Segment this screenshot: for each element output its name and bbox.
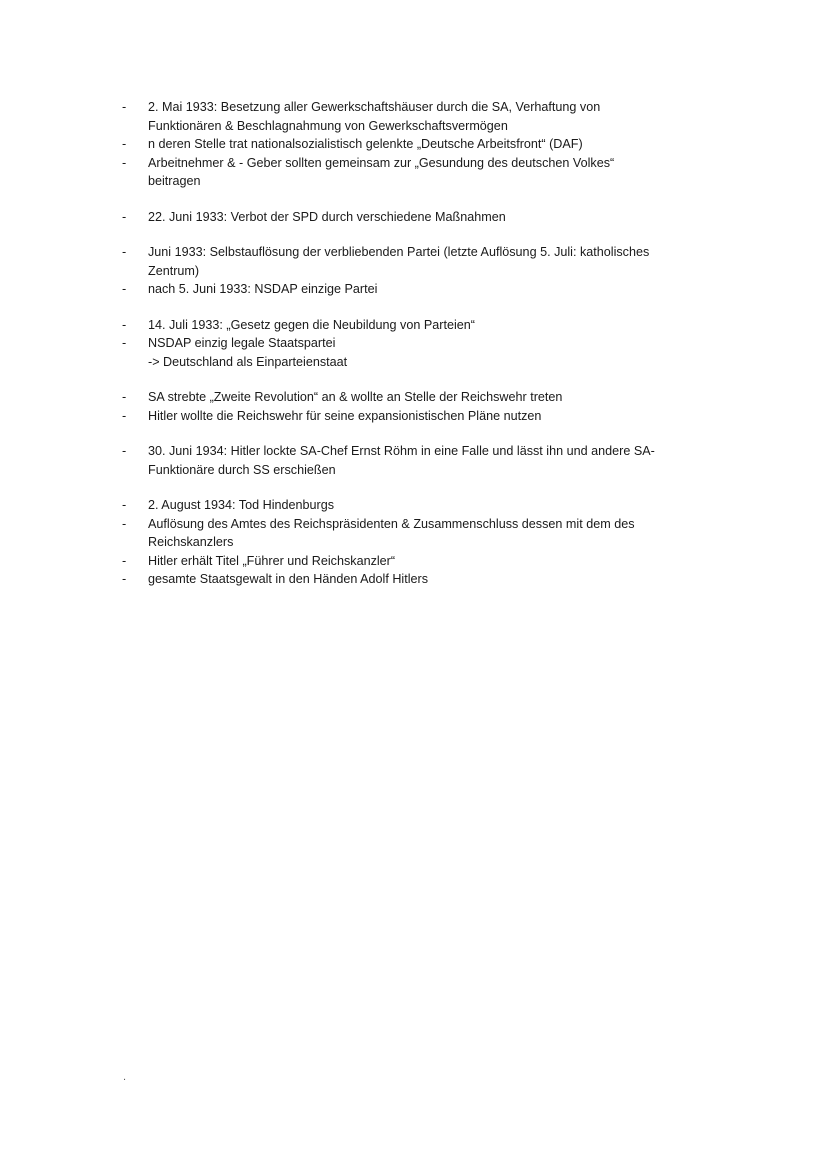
- list-item-text: [148, 154, 720, 191]
- bullet-dash: -: [122, 100, 127, 114]
- bullet-dash: -: [122, 498, 127, 512]
- list-item-line: 30. Juni 1934: Hitler lockte SA-Chef Ernst Röhm in eine Falle und lässt ihn und andere SA-: [148, 444, 655, 458]
- list-item: [120, 243, 720, 280]
- list-item-line: Hitler erhält Titel „Führer und Reichskanzler“: [148, 553, 396, 568]
- list-item: [120, 407, 720, 426]
- list-item: [120, 570, 720, 589]
- list-item-text: [148, 208, 720, 227]
- list-item-line: SA strebte „Zweite Revolution“ an & wollte an Stelle der Reichswehr treten: [148, 390, 563, 404]
- list-item: [120, 154, 720, 191]
- list-item-line: n deren Stelle trat nationalsozialistisch gelenkte „Deutsche Arbeitsfront“ (DAF): [148, 137, 583, 151]
- list-item-line: nach 5. Juni 1933: NSDAP einzige Partei: [148, 282, 378, 296]
- bullet-dash: -: [122, 516, 127, 531]
- list-item-line: 2. Mai 1933: Besetzung aller Gewerkschaftshäuser durch die SA, Verhaftung von: [148, 100, 601, 114]
- list-item-line: Arbeitnehmer & - Geber sollten gemeinsam zur „Gesundung des deutschen Volkes“: [148, 155, 615, 170]
- list-item-line: -> Deutschland als Einparteienstaat: [148, 354, 348, 369]
- list-item: [120, 388, 720, 407]
- bullet-dash: -: [122, 155, 127, 170]
- list-item-line: NSDAP einzig legale Staatspartei: [148, 336, 336, 350]
- bullet-dash: -: [122, 282, 127, 296]
- list-item: [120, 442, 720, 479]
- list-item-text: [148, 552, 720, 571]
- bullet-group: [120, 243, 720, 299]
- list-item: [120, 98, 720, 135]
- stray-mark: .: [123, 1071, 127, 1083]
- list-item-text: [148, 280, 720, 299]
- bullet-dash: -: [122, 572, 127, 586]
- bullet-dash: -: [122, 553, 127, 568]
- list-item-text: [148, 243, 720, 280]
- list-item-text: [148, 515, 720, 552]
- bullet-dash: -: [122, 245, 127, 259]
- list-item: [120, 552, 720, 571]
- list-item-line: Auflösung des Amtes des Reichspräsidenten & Zusammenschluss dessen mit dem des: [148, 516, 635, 531]
- list-item: [120, 208, 720, 227]
- bullet-dash: -: [122, 317, 127, 332]
- list-item-text: [148, 98, 720, 135]
- list-item-line: beitragen: [148, 174, 201, 188]
- bullet-group: [120, 98, 720, 191]
- list-item-text: [148, 570, 720, 589]
- list-item-line: 2. August 1934: Tod Hindenburgs: [148, 498, 335, 512]
- list-item-line: Hitler wollte die Reichswehr für seine expansionistischen Pläne nutzen: [148, 408, 542, 423]
- list-item-line: 14. Juli 1933: „Gesetz gegen die Neubildung von Parteien“: [148, 317, 475, 332]
- bullet-dash: -: [122, 408, 127, 423]
- list-item-line: gesamte Staatsgewalt in den Händen Adolf Hitlers: [148, 572, 429, 586]
- list-item-text: [148, 388, 720, 407]
- bullet-group: [120, 496, 720, 589]
- bullet-dash: -: [122, 336, 127, 350]
- bullet-group: [120, 388, 720, 425]
- bullet-dash: -: [122, 390, 127, 404]
- list-item-text: [148, 407, 720, 426]
- list-item-text: [148, 442, 720, 479]
- bullet-dash: -: [122, 209, 127, 224]
- bullet-group: [120, 442, 720, 479]
- bullet-group: [120, 316, 720, 372]
- list-item-text: [148, 316, 720, 335]
- list-item-line: Reichskanzlers: [148, 535, 234, 549]
- list-item-line: Funktionären & Beschlagnahmung von Gewerkschaftsvermögen: [148, 118, 508, 133]
- list-item-line: Zentrum): [148, 263, 200, 278]
- bullet-group: [120, 208, 720, 227]
- list-item: [120, 334, 720, 371]
- list-item-line: Funktionäre durch SS erschießen: [148, 462, 336, 477]
- list-item-text: [148, 334, 720, 371]
- bullet-dash: -: [122, 444, 127, 458]
- list-item-line: 22. Juni 1933: Verbot der SPD durch verschiedene Maßnahmen: [148, 209, 506, 224]
- list-item-line: Juni 1933: Selbstauflösung der verbliebenden Partei (letzte Auflösung 5. Juli: katholisches: [148, 245, 650, 259]
- list-item: [120, 280, 720, 299]
- list-item-text: [148, 135, 720, 154]
- list-item: [120, 135, 720, 154]
- list-item: [120, 316, 720, 335]
- list-item: [120, 496, 720, 515]
- bullet-list: [120, 98, 720, 606]
- list-item: [120, 515, 720, 552]
- list-item-text: [148, 496, 720, 515]
- bullet-dash: -: [122, 137, 127, 151]
